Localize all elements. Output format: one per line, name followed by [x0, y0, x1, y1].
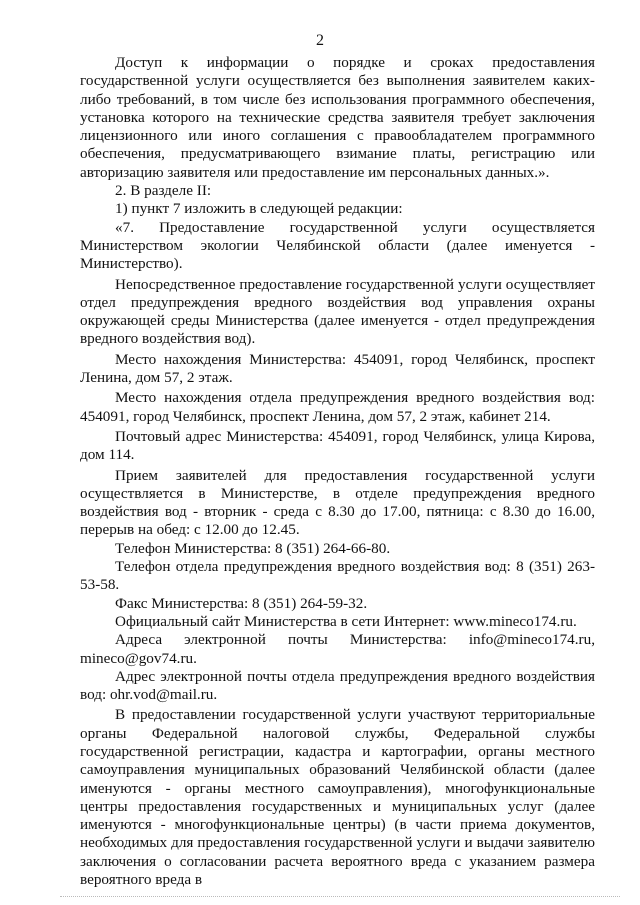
scan-footer-line — [60, 896, 620, 899]
paragraph-item-7-intro: 1) пункт 7 изложить в следующей редакции: — [115, 200, 403, 218]
page-number: 2 — [316, 32, 324, 49]
paragraph-access-info: Доступ к информации о порядке и сроках предоставления государственной услуги осуществляется без выполнения заявителем каких-либо требований, в том числе без использования программного обеспечения, установка которого на технические средства заявителя требует заключения лицензионного или иного соглашения с правообладателем программного обеспечения, предусматривающего взимание платы, регистрацию или авторизацию заявителя или предоставление им персональных данных.». — [80, 54, 595, 181]
paragraph-department-phone: Телефон отдела предупреждения вредного воздействия вод: 8 (351) 263-53-58. — [80, 558, 595, 594]
paragraph-participants: В предоставлении государственной услуги участвуют территориальные органы Федеральной налоговой службы, Федеральной службы государственной регистрации, кадастра и картографии, органы местного самоуправления муниципальных образований Челябинской области (далее именуются - органы местного самоуправления), многофункциональные центры предоставления государственных и муниципальных услуг (далее именуются - многофункциональные центры) (в части приема документов, необходимых для предоставления государственной услуги и выдачи заявителю заключения о согласовании расчета вероятного вреда с указанием размера вероятного вреда в — [80, 706, 595, 889]
paragraph-ministry-phone: Телефон Министерства: 8 (351) 264-66-80. — [115, 539, 391, 557]
document-body — [80, 54, 595, 889]
paragraph-department-location: Место нахождения отдела предупреждения вредного воздействия вод: 454091, город Челябинск, проспект Ленина, дом 57, 2 этаж, кабинет 214. — [80, 389, 595, 425]
paragraph-department-email: Адрес электронной почты отдела предупреждения вредного воздействия вод: ohr.vod@mail.ru. — [80, 667, 595, 704]
paragraph-postal-address: Почтовый адрес Министерства: 454091, город Челябинск, улица Кирова, дом 114. — [80, 427, 595, 464]
paragraph-ministry-location: Место нахождения Министерства: 454091, город Челябинск, проспект Ленина, дом 57, 2 этаж. — [80, 350, 595, 387]
paragraph-item-7: «7. Предоставление государственной услуги осуществляется Министерством экологии Челябинской области (далее именуется - Министерство). — [80, 218, 595, 273]
paragraph-fax: Факс Министерства: 8 (351) 264-59-32. — [115, 594, 368, 612]
paragraph-department: Непосредственное предоставление государственной услуги осуществляет отдел предупреждения вредного воздействия вод управления охраны окружающей среды Министерства (далее именуется - отдел предупреждения вредного воздействия вод). — [80, 275, 595, 348]
paragraph-website: Официальный сайт Министерства в сети Интернет: www.mineco174.ru. — [115, 612, 577, 630]
paragraph-reception-hours: Прием заявителей для предоставления государственной услуги осуществляется в Министерстве, в отделе предупреждения вредного воздействия вод - вторник - среда с 8.30 до 17.00, пятница: с 8.30 до 16.00, перерыв на обед: с 12.00 до 12.45. — [80, 466, 595, 539]
paragraph-emails: Адреса электронной почты Министерства: info@mineco174.ru, mineco@gov74.ru. — [80, 631, 595, 667]
paragraph-section-ii: 2. В разделе II: — [115, 182, 212, 200]
